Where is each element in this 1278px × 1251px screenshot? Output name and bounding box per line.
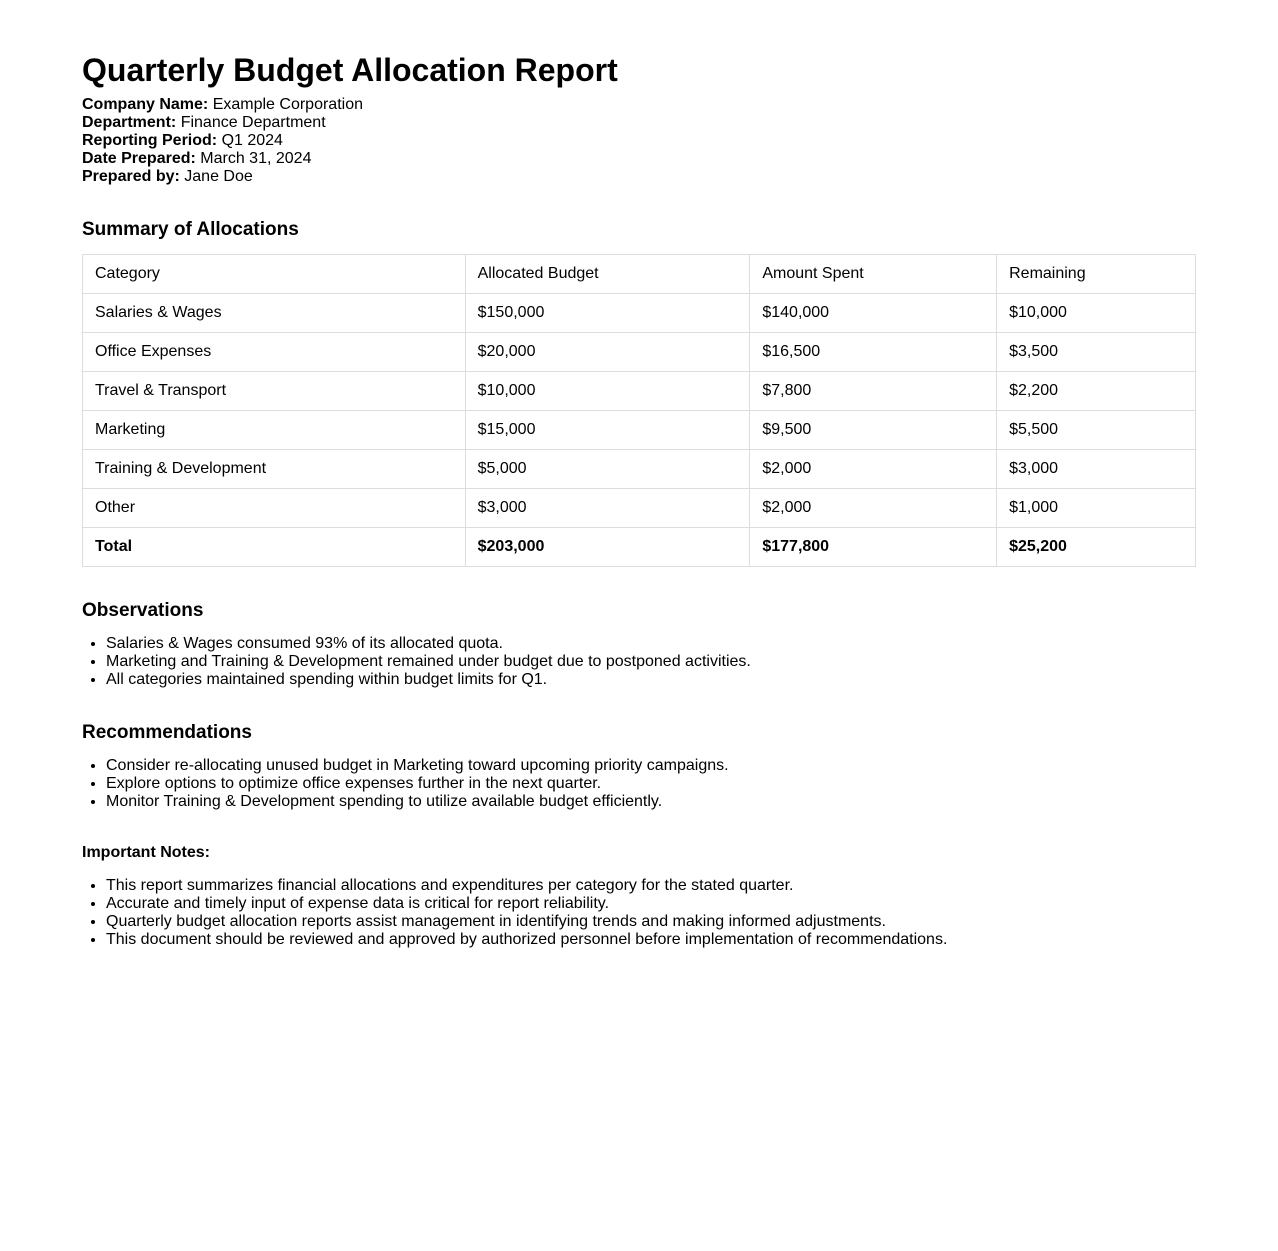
- header-spent: Amount Spent: [750, 255, 997, 294]
- list-item: • Marketing and Training & Development remained under budget due to postponed activities.: [106, 653, 1196, 671]
- table-header-row: [83, 255, 1196, 294]
- table-row: [83, 333, 1196, 372]
- cell-category: Office Expenses: [83, 333, 466, 372]
- list-item: • Quarterly budget allocation reports assist management in identifying trends and making informed adjustments.: [106, 913, 1196, 931]
- header-remaining: Remaining: [997, 255, 1196, 294]
- cell-category: Salaries & Wages: [83, 294, 466, 333]
- prepared-label: Prepared by:: [82, 168, 180, 185]
- recommendations-heading: Recommendations: [82, 722, 252, 743]
- total-row: [83, 528, 1196, 567]
- cell-spent: $2,000: [750, 489, 997, 528]
- cell-category: Training & Development: [83, 450, 466, 489]
- list-item: • Salaries & Wages consumed 93% of its allocated quota.: [106, 635, 1196, 653]
- date-value: March 31, 2024: [200, 150, 312, 167]
- cell-allocated: $15,000: [465, 411, 750, 450]
- table-row: [83, 294, 1196, 333]
- total-spent: $177,800: [750, 528, 997, 567]
- cell-spent: $16,500: [750, 333, 997, 372]
- observations-heading: Observations: [82, 600, 204, 621]
- header-allocated: Allocated Budget: [465, 255, 750, 294]
- cell-allocated: $3,000: [465, 489, 750, 528]
- cell-allocated: $150,000: [465, 294, 750, 333]
- cell-spent: $140,000: [750, 294, 997, 333]
- page-title: Quarterly Budget Allocation Report: [82, 52, 618, 88]
- company-line: [82, 96, 1196, 114]
- date-line: [82, 150, 1196, 168]
- allocations-table: [82, 254, 1196, 567]
- cell-category: Other: [83, 489, 466, 528]
- department-label: Department:: [82, 114, 177, 131]
- cell-remaining: $3,000: [997, 450, 1196, 489]
- department-line: [82, 114, 1196, 132]
- list-item: • Accurate and timely input of expense data is critical for report reliability.: [106, 895, 1196, 913]
- table-row: [83, 372, 1196, 411]
- report-meta: [82, 96, 1196, 186]
- cell-remaining: $5,500: [997, 411, 1196, 450]
- cell-spent: $9,500: [750, 411, 997, 450]
- table-row: [83, 489, 1196, 528]
- list-item: • This report summarizes financial allocations and expenditures per category for the stated quarter.: [106, 877, 1196, 895]
- list-item: • Explore options to optimize office expenses further in the next quarter.: [106, 775, 1196, 793]
- cell-remaining: $3,500: [997, 333, 1196, 372]
- list-item: • Consider re-allocating unused budget in Marketing toward upcoming priority campaigns.: [106, 757, 1196, 775]
- list-item: • Monitor Training & Development spending to utilize available budget efficiently.: [106, 793, 1196, 811]
- prepared-line: [82, 168, 1196, 186]
- period-line: [82, 132, 1196, 150]
- department-value: Finance Department: [180, 114, 326, 131]
- notes-heading: Important Notes:: [82, 844, 210, 861]
- total-label: Total: [83, 528, 466, 567]
- observations-list: [82, 635, 1196, 689]
- cell-allocated: $5,000: [465, 450, 750, 489]
- company-label: Company Name:: [82, 96, 209, 113]
- total-remaining: $25,200: [997, 528, 1196, 567]
- cell-spent: $7,800: [750, 372, 997, 411]
- table-row: [83, 450, 1196, 489]
- cell-allocated: $10,000: [465, 372, 750, 411]
- prepared-value: Jane Doe: [184, 168, 253, 185]
- summary-heading: Summary of Allocations: [82, 219, 299, 240]
- cell-category: Marketing: [83, 411, 466, 450]
- list-item: • This document should be reviewed and approved by authorized personnel before implementation of recommendations.: [106, 931, 1196, 949]
- total-allocated: $203,000: [465, 528, 750, 567]
- period-value: Q1 2024: [221, 132, 283, 149]
- table-row: [83, 411, 1196, 450]
- cell-remaining: $2,200: [997, 372, 1196, 411]
- date-label: Date Prepared:: [82, 150, 196, 167]
- cell-category: Travel & Transport: [83, 372, 466, 411]
- company-value: Example Corporation: [212, 96, 363, 113]
- notes-list: [82, 877, 1196, 949]
- cell-allocated: $20,000: [465, 333, 750, 372]
- period-label: Reporting Period:: [82, 132, 218, 149]
- cell-spent: $2,000: [750, 450, 997, 489]
- cell-remaining: $1,000: [997, 489, 1196, 528]
- recommendations-list: [82, 757, 1196, 811]
- list-item: • All categories maintained spending within budget limits for Q1.: [106, 671, 1196, 689]
- cell-remaining: $10,000: [997, 294, 1196, 333]
- header-category: Category: [83, 255, 466, 294]
